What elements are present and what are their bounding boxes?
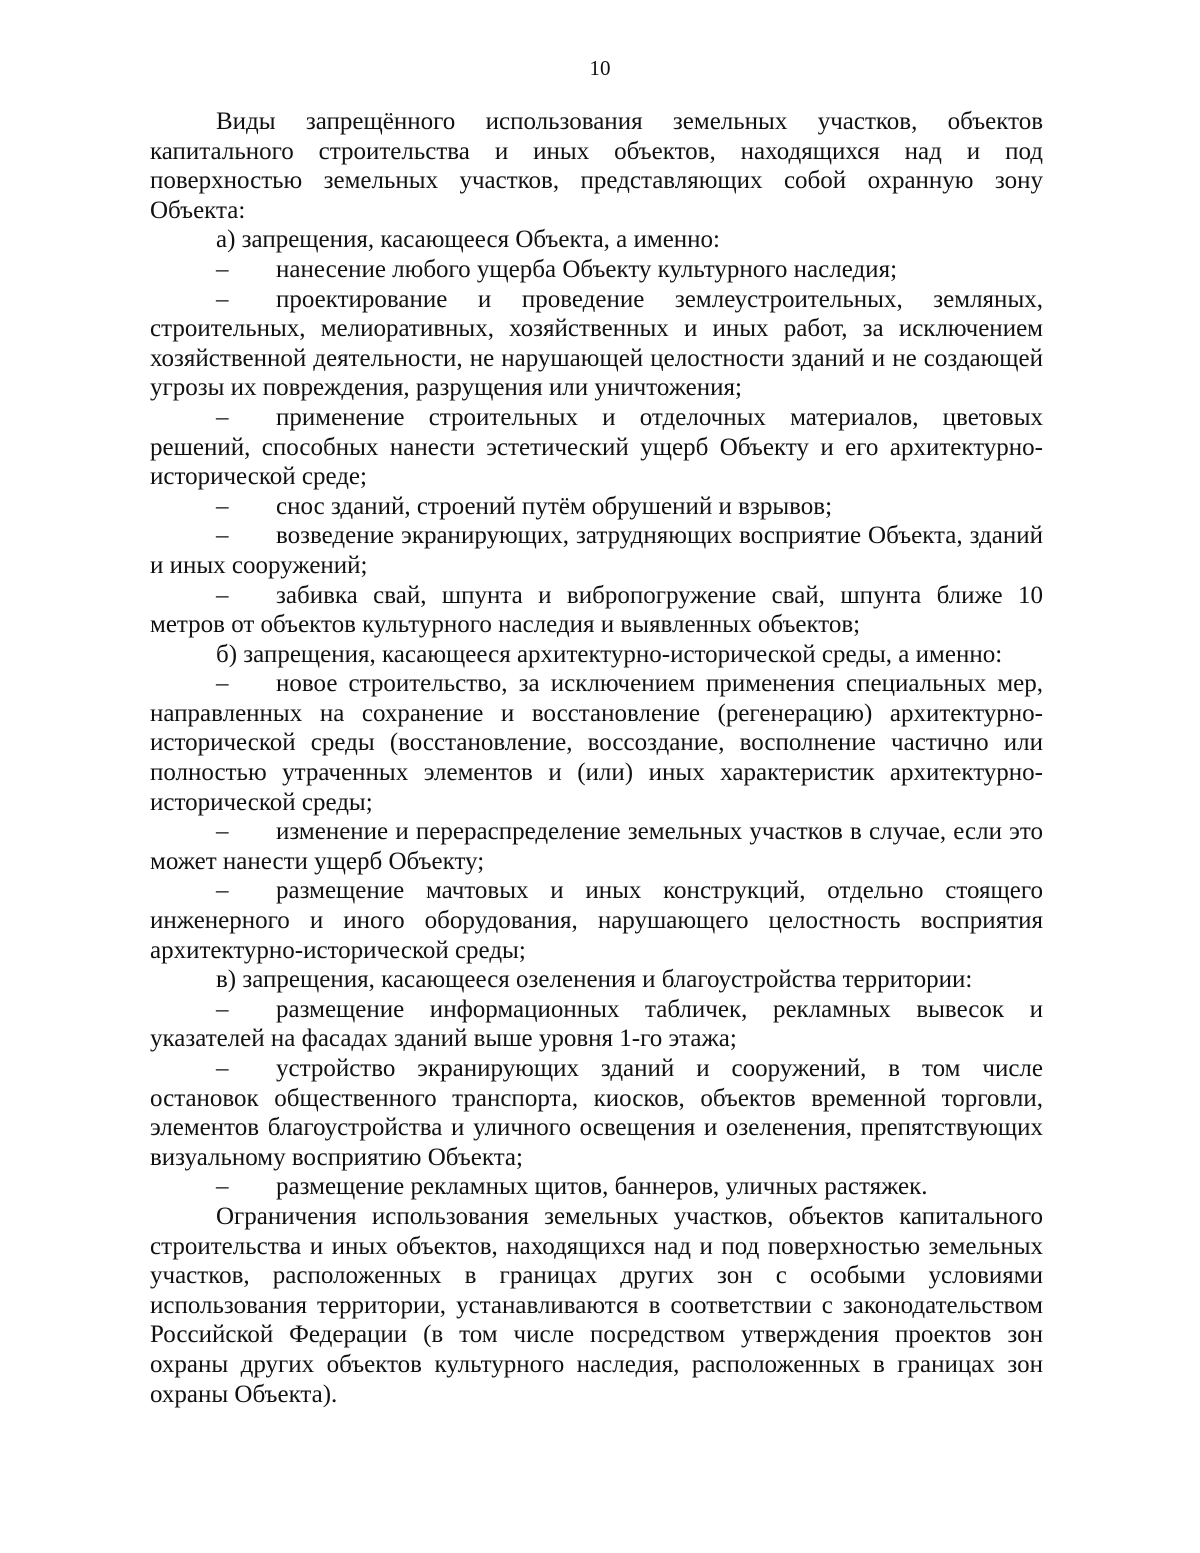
page-number: 10 xyxy=(589,56,611,80)
list-item-text: размещение рекламных щитов, баннеров, уличных растяжек. xyxy=(276,1173,928,1201)
list-item xyxy=(150,1172,1043,1202)
dash-marker: – xyxy=(216,670,229,698)
list-item-text: новое строительство, за исключением применения специальных мер, направленных на сохранение и восстановление (регенерацию) архитектурно-исторической среды (восстановление, воссоздание, восполнение частично или полностью утраченных элементов и (или) иных характеристик архитектурно-исторической среды; xyxy=(150,670,1043,816)
paragraph-intro xyxy=(150,107,1043,225)
paragraph-section-c xyxy=(150,965,1043,995)
dash-marker: – xyxy=(216,1173,229,1201)
list-item xyxy=(150,492,1043,522)
dash-marker: – xyxy=(216,403,229,431)
paragraph-text: Ограничения использования земельных участков, объектов капитального строительства и иных объектов, находящихся над и под поверхностью земельных участков, расположенных в границах других зон с особыми условиями использования территории, устанавливаются в соответствии с законодательством Российской Федерации (в том числе посредством утверждения проектов зон охраны других объектов культурного наследия, расположенных в границах зон охраны Объекта). xyxy=(150,1202,1043,1408)
list-item-text: снос зданий, строений путём обрушений и взрывов; xyxy=(276,492,833,520)
dash-marker: – xyxy=(216,492,229,520)
document-body xyxy=(150,107,1043,1409)
list-item xyxy=(150,255,1043,285)
paragraph-section-b xyxy=(150,640,1043,670)
dash-marker: – xyxy=(216,285,229,313)
list-item xyxy=(150,1054,1043,1172)
dash-marker: – xyxy=(216,581,229,609)
list-item-text: забивка свай, шпунта и вибропогружение свай, шпунта ближе 10 метров от объектов культурного наследия и выявленных объектов; xyxy=(150,581,1043,639)
dash-marker: – xyxy=(216,818,229,846)
list-item xyxy=(150,669,1043,817)
list-item-text: устройство экранирующих зданий и сооружений, в том числе остановок общественного транспорта, киосков, объектов временной торговли, элементов благоустройства и уличного освещения и озеленения, препятствующих визуальному восприятию Объекта; xyxy=(150,1055,1043,1171)
list-item xyxy=(150,521,1043,580)
list-item-text: проектирование и проведение землеустроительных, земляных, строительных, мелиоративных, хозяйственных и иных работ, за исключением хозяйственной деятельности, не нарушающей целостности зданий и не создающей угрозы их повреждения, разрущения или уничтожения; xyxy=(150,285,1043,402)
list-item-text: изменение и перераспределение земельных участков в случае, если это может нанести ущерб Объекту; xyxy=(150,818,1043,875)
dash-marker: – xyxy=(216,995,229,1023)
list-item xyxy=(150,403,1043,492)
dash-marker: – xyxy=(216,522,229,550)
paragraph-section-a xyxy=(150,225,1043,255)
dash-marker: – xyxy=(216,877,229,905)
list-item-text: возведение экранирующих, затрудняющих восприятие Объекта, зданий и иных сооружений; xyxy=(150,522,1043,579)
paragraph-text: Виды запрещённого использования земельных участков, объектов капитального строительства и иных объектов, находящихся над и под поверхностью земельных участков, представляющих собой охранную зону Объекта: xyxy=(150,108,1043,224)
paragraph-restrictions xyxy=(150,1202,1043,1409)
dash-marker: – xyxy=(216,1055,229,1082)
list-item xyxy=(150,285,1043,403)
dash-marker: – xyxy=(216,255,229,283)
list-item-text: размещение информационных табличек, рекламных вывесок и указателей на фасадах зданий выше уровня 1-го этажа; xyxy=(150,995,1043,1053)
list-item-text: нанесение любого ущерба Объекту культурного наследия; xyxy=(276,255,898,283)
list-item xyxy=(150,581,1043,640)
paragraph-text: б) запрещения, касающееся архитектурно-исторической среды, а именно: xyxy=(216,640,1003,668)
list-item xyxy=(150,817,1043,876)
list-item-text: размещение мачтовых и иных конструкций, отдельно стоящего инженерного и иного оборудования, нарушающего целостность восприятия архитектурно-исторической среды; xyxy=(150,877,1043,964)
list-item xyxy=(150,995,1043,1054)
list-item xyxy=(150,876,1043,965)
paragraph-text: а) запрещения, касающееся Объекта, а именно: xyxy=(216,226,721,254)
list-item-text: применение строительных и отделочных материалов, цветовых решений, способных нанести эстетический ущерб Объекту и его архитектурно-исторической среде; xyxy=(150,403,1043,491)
paragraph-text: в) запрещения, касающееся озеленения и благоустройства территории: xyxy=(216,966,973,994)
